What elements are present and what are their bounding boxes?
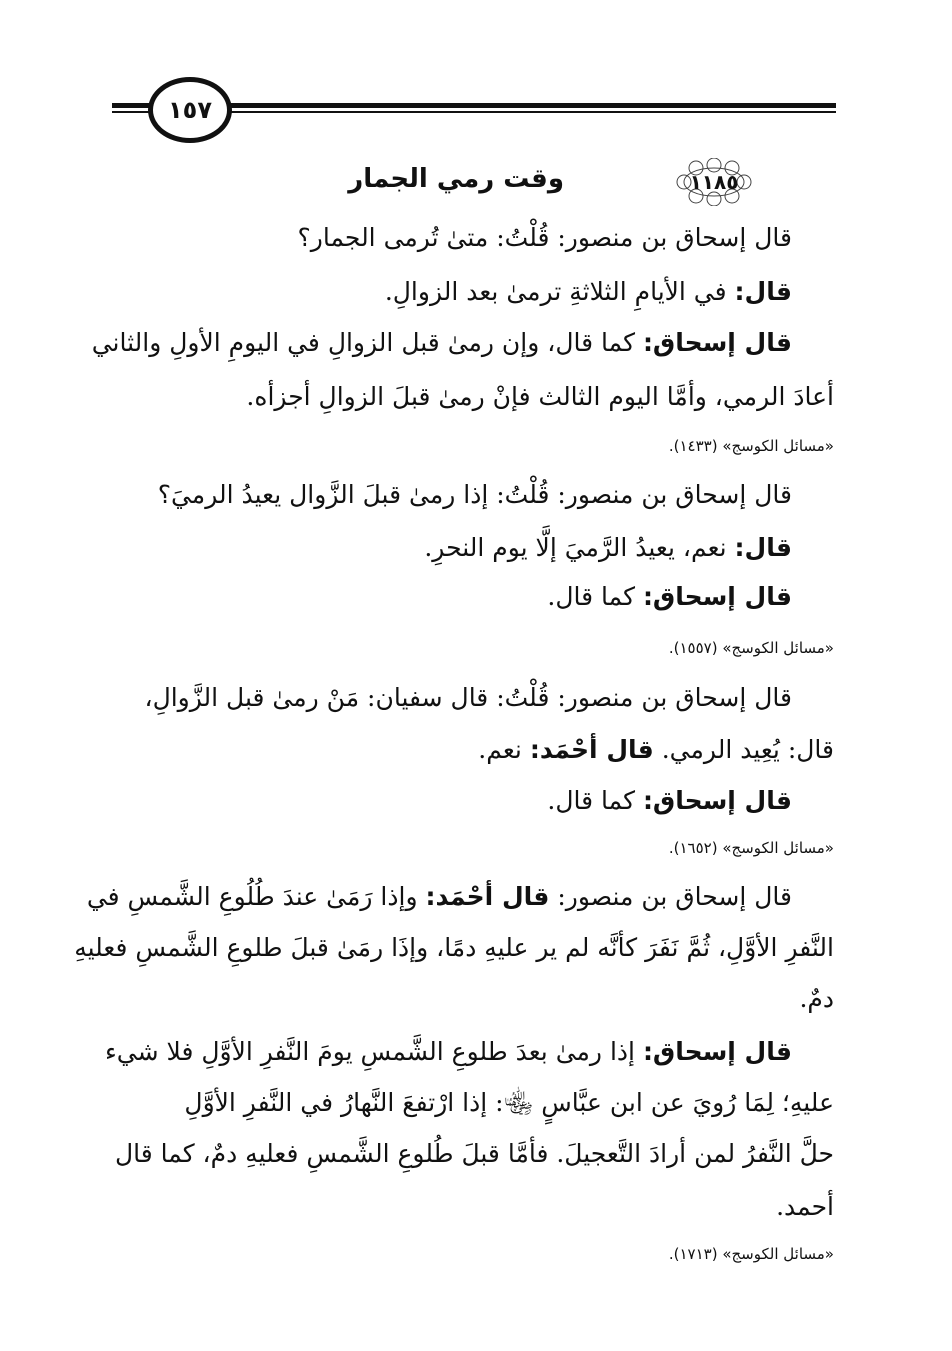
line-text: قال إسحاق بن منصور: قُلْتُ: قال سفيان: مَنْ رمىٰ قبل الزَّوالِ، xyxy=(144,683,792,712)
paragraph-line xyxy=(158,478,792,512)
speaker-label: قال إسحاق: xyxy=(642,786,792,815)
speaker-label: قال أحْمَد: xyxy=(425,882,550,911)
paragraph-line xyxy=(145,681,793,715)
line-text: في الأيامِ الثلاثةِ ترمىٰ بعد الزوالِ. xyxy=(384,277,735,306)
paragraph-line xyxy=(115,1137,834,1171)
paragraph-line xyxy=(246,380,834,414)
page-number: ١٥٧ xyxy=(148,77,232,143)
paragraph-line xyxy=(478,733,834,767)
speaker-label: قال أحْمَد: xyxy=(529,735,654,764)
source-citation: «مسائل الكوسج» (١٧١٣). xyxy=(668,1245,834,1263)
paragraph-line xyxy=(87,880,792,914)
paragraph-line xyxy=(298,221,792,255)
header-rule xyxy=(112,86,836,126)
line-text: دمٌ. xyxy=(799,984,834,1013)
paragraph-line xyxy=(799,982,834,1016)
line-text: قال: يُعِيد الرمي. xyxy=(653,735,834,764)
line-text: قال إسحاق بن منصور: xyxy=(549,882,792,911)
paragraph-line xyxy=(385,275,792,309)
line-text: عليهِ؛ لِمَا رُويَ عن ابن عبَّاسٍ ﵄: إذا ارْتفعَ النَّهارُ في النَّفرِ الأوَّلِ xyxy=(184,1088,834,1117)
speaker-label: قال: xyxy=(734,277,792,306)
paragraph-line xyxy=(776,1190,834,1224)
line-text: إذا رمىٰ بعدَ طلوعِ الشَّمسِ يومَ النَّفرِ الأوَّلِ فلا شيء xyxy=(105,1037,643,1066)
line-text: وإذا رَمَىٰ عندَ طُلُوعِ الشَّمسِ في xyxy=(86,882,426,911)
line-text: حلَّ النَّفرُ لمن أرادَ التَّعجيلَ. فأمَّا قبلَ طُلوعِ الشَّمسِ فعليهِ دمٌ، كما قال xyxy=(114,1139,834,1168)
line-text: كما قال. xyxy=(547,786,643,815)
speaker-label: قال: xyxy=(734,533,792,562)
paragraph-line xyxy=(547,784,792,818)
line-text: قال إسحاق بن منصور: قُلْتُ: إذا رمىٰ قبلَ الزَّوال يعيدُ الرميَ؟ xyxy=(157,480,792,509)
line-text: النَّفرِ الأوَّلِ، ثُمَّ نَفَرَ كأنَّه لم ير عليهِ دمًا، وإذَا رمَىٰ قبلَ طلوعِ الشَّمسِ فعليهِ xyxy=(74,933,834,962)
section-number-text: ١١٨٥ xyxy=(689,170,739,194)
paragraph-line xyxy=(424,531,792,565)
source-citation: «مسائل الكوسج» (١٤٣٣). xyxy=(668,437,834,455)
speaker-label: قال إسحاق: xyxy=(642,1037,792,1066)
speaker-label: قال إسحاق: xyxy=(642,328,792,357)
paragraph-line xyxy=(105,1035,792,1069)
section-number-badge xyxy=(674,158,754,206)
line-text: قال إسحاق بن منصور: قُلْتُ: متىٰ تُرمى الجمار؟ xyxy=(297,223,792,252)
line-text: أعادَ الرمي، وأمَّا اليوم الثالث فإنْ رمىٰ قبلَ الزوالِ أجزأه. xyxy=(246,382,834,411)
section-title: وقت رمي الجمار xyxy=(348,164,564,194)
line-text: أحمد. xyxy=(776,1192,834,1221)
source-citation: «مسائل الكوسج» (١٥٥٧). xyxy=(668,639,834,657)
source-citation: «مسائل الكوسج» (١٦٥٢). xyxy=(668,839,834,857)
paragraph-line xyxy=(547,580,792,614)
line-text: نعم، يعيدُ الرَّميَ إلَّا يوم النحرِ. xyxy=(424,533,735,562)
line-text: كما قال. xyxy=(547,582,643,611)
speaker-label: قال إسحاق: xyxy=(642,582,792,611)
line-text: نعم. xyxy=(478,735,530,764)
paragraph-line xyxy=(92,326,792,360)
paragraph-line xyxy=(184,1086,834,1120)
line-text: كما قال، وإن رمىٰ قبل الزوالِ في اليومِ الأولِ والثاني xyxy=(91,328,643,357)
paragraph-line xyxy=(74,931,834,965)
